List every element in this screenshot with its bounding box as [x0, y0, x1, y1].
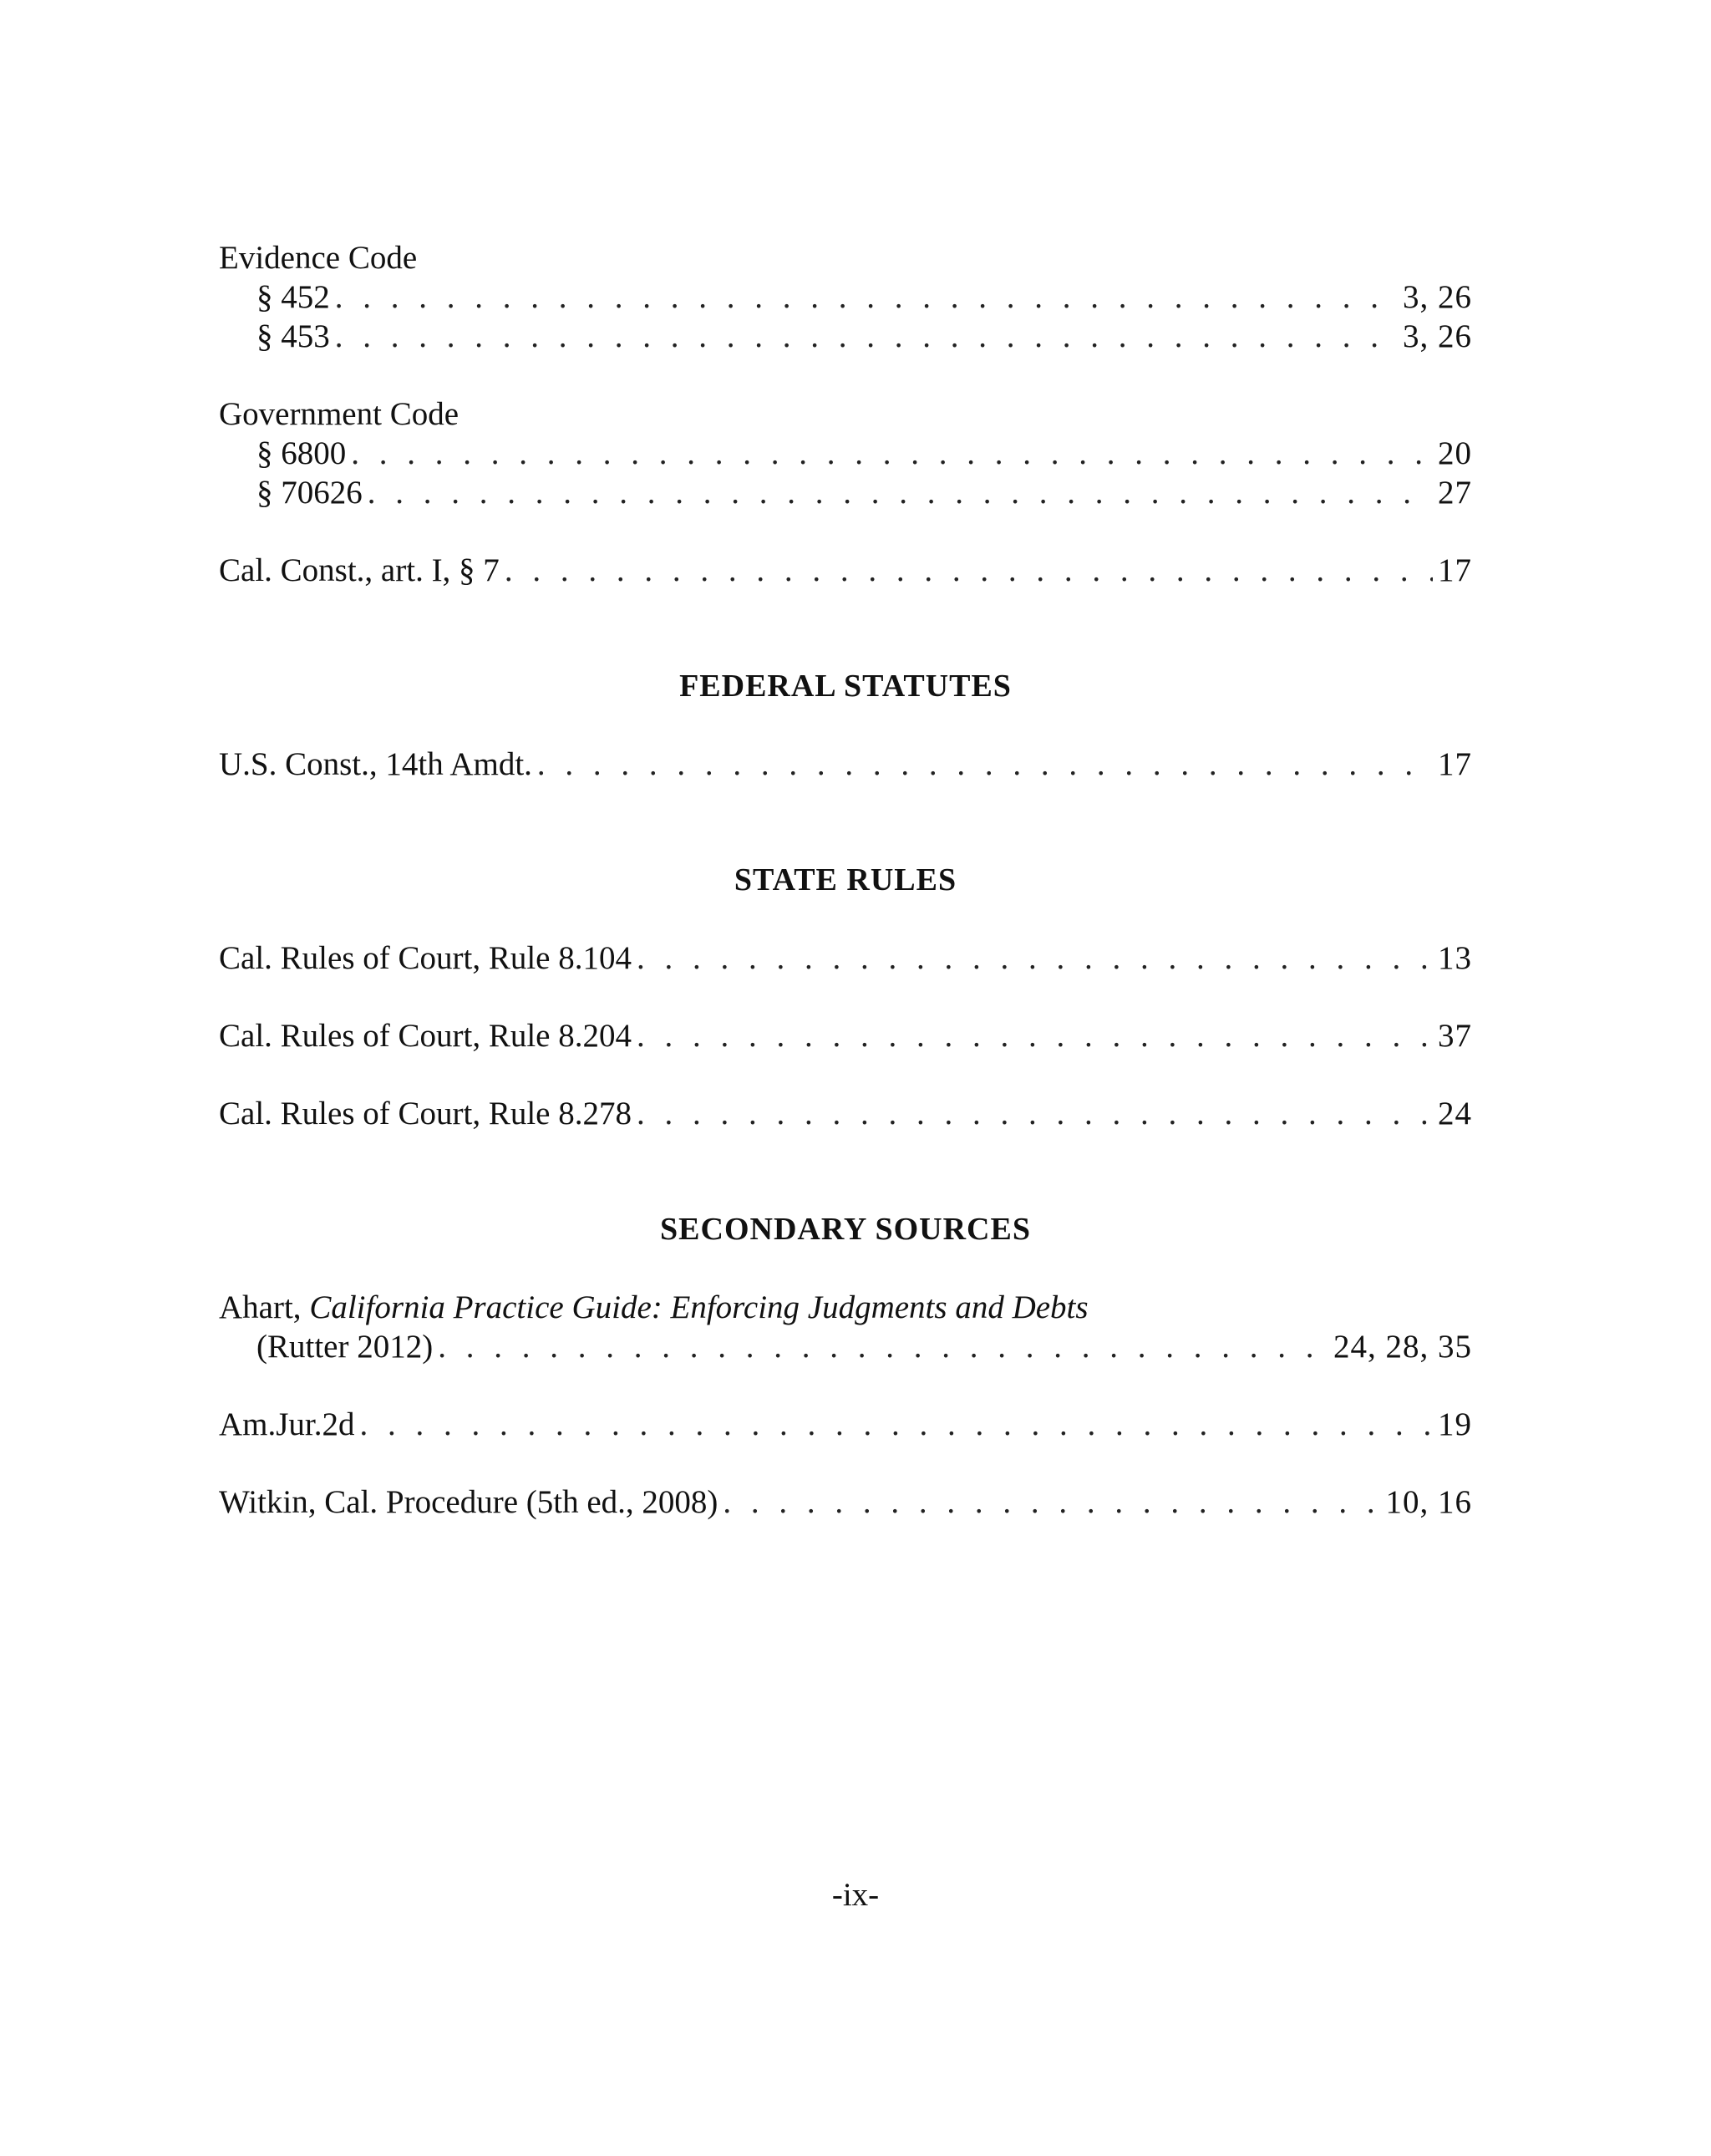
toc-entry: [219, 745, 1472, 784]
toc-entry-label: § 452: [256, 279, 330, 315]
dot-leader: [637, 1016, 1433, 1055]
toc-entry-label: Witkin, Cal. Procedure (5th ed., 2008): [219, 1484, 718, 1520]
toc-entry: [219, 277, 1472, 317]
table-of-authorities: [219, 238, 1472, 1522]
dot-leader: [637, 1094, 1433, 1133]
evidence-code-title: Evidence Code: [219, 240, 418, 276]
toc-entry-pages: 19: [1438, 1406, 1472, 1442]
ahart-title: California Practice Guide: Enforcing Judgments and Debts: [309, 1289, 1089, 1325]
dot-leader: [438, 1327, 1328, 1366]
dot-leader: [360, 1405, 1433, 1444]
government-code-title: Government Code: [219, 396, 459, 432]
toc-entry-pages: 10, 16: [1385, 1484, 1472, 1520]
toc-entry-label: Cal. Const., art. I, § 7: [219, 552, 500, 588]
page-number: -ix-: [831, 1877, 880, 1913]
toc-entry: [219, 317, 1472, 356]
toc-entry-pages: 17: [1438, 552, 1472, 588]
ahart-citation-line: [219, 1288, 1472, 1327]
toc-entry-label: (Rutter 2012): [256, 1329, 434, 1365]
dot-leader: [505, 551, 1433, 590]
toc-entry-pages: 17: [1438, 746, 1472, 782]
toc-entry: [219, 1016, 1472, 1055]
dot-leader: [351, 434, 1433, 473]
toc-entry: [219, 1094, 1472, 1133]
toc-entry: [219, 434, 1472, 473]
section-heading-state-rules: STATE RULES: [734, 862, 957, 897]
toc-entry-label: § 453: [256, 318, 330, 354]
dot-leader: [537, 745, 1433, 784]
toc-entry-label: § 6800: [256, 435, 347, 471]
toc-entry-pages: 3, 26: [1403, 318, 1472, 354]
toc-entry-label: § 70626: [256, 475, 363, 511]
toc-entry: [219, 1327, 1472, 1366]
toc-entry-label: Cal. Rules of Court, Rule 8.278: [219, 1096, 632, 1131]
toc-entry: [219, 1482, 1472, 1522]
toc-entry-label: Am.Jur.2d: [219, 1406, 355, 1442]
dot-leader: [637, 938, 1433, 978]
toc-entry-pages: 24: [1438, 1096, 1472, 1131]
toc-entry: [219, 1405, 1472, 1444]
dot-leader: [335, 317, 1398, 356]
ahart-author: Ahart,: [219, 1289, 302, 1325]
toc-entry: [219, 473, 1472, 512]
toc-entry-label: U.S. Const., 14th Amdt.: [219, 746, 532, 782]
section-heading-secondary-sources: SECONDARY SOURCES: [660, 1212, 1031, 1247]
dot-leader: [368, 473, 1433, 512]
toc-entry-pages: 24, 28, 35: [1333, 1329, 1472, 1365]
toc-entry-pages: 13: [1438, 940, 1472, 976]
toc-entry-pages: 3, 26: [1403, 279, 1472, 315]
toc-entry: [219, 938, 1472, 978]
toc-entry: [219, 551, 1472, 590]
section-heading-federal-statutes: FEDERAL STATUTES: [679, 669, 1012, 704]
toc-entry-label: Cal. Rules of Court, Rule 8.104: [219, 940, 632, 976]
toc-entry-pages: 37: [1438, 1018, 1472, 1054]
toc-entry-pages: 20: [1438, 435, 1472, 471]
dot-leader: [723, 1482, 1380, 1522]
toc-entry-label: Cal. Rules of Court, Rule 8.204: [219, 1018, 632, 1054]
toc-entry-pages: 27: [1438, 475, 1472, 511]
dot-leader: [335, 277, 1398, 317]
